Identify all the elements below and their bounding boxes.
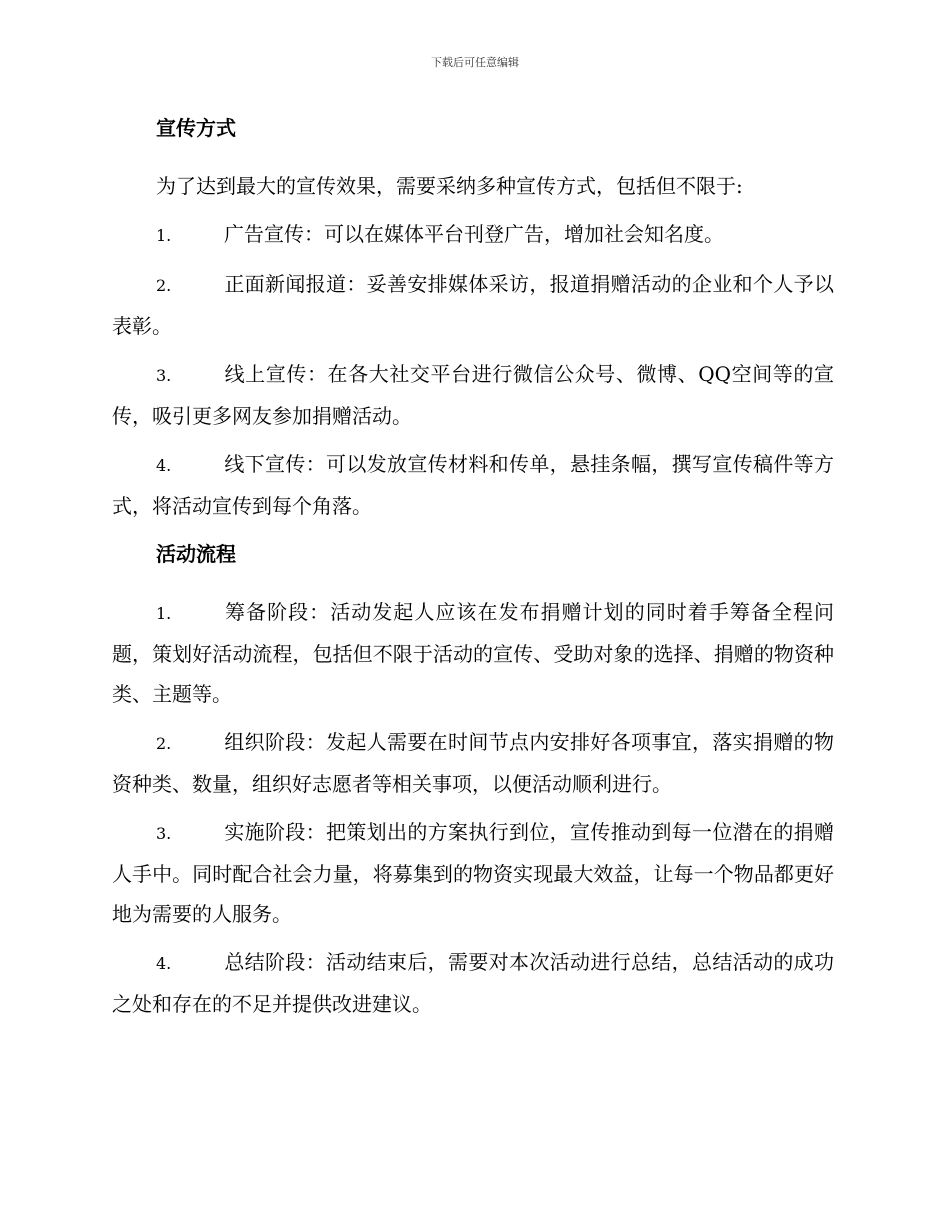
section-process [112, 538, 834, 1024]
list-item [112, 592, 834, 714]
list-item [112, 264, 834, 346]
list-number: 3. [156, 824, 172, 843]
list-item [112, 942, 834, 1024]
list-item [112, 444, 834, 526]
list-text: 实施阶段：把策划出的方案执行到位，宣传推动到每一位潜在的捐赠人手中。同时配合社会力量，将募集到的物资实现最大效益，让每一个物品都更好地为需要的人服务。 [112, 820, 834, 926]
list-text: 正面新闻报道：妥善安排媒体采访，报道捐赠活动的企业和个人予以表彰。 [112, 272, 834, 338]
section-intro: 为了达到最大的宣传效果，需要采纳多种宣传方式，包括但不限于: [156, 174, 743, 198]
list-item [112, 214, 834, 256]
list-item [112, 722, 834, 804]
list-text: 广告宣传：可以在媒体平台刊登广告，增加社会知名度。 [224, 222, 724, 246]
list-number: 4. [156, 456, 172, 475]
list-text: 组织阶段：发起人需要在时间节点内安排好各项事宜，落实捐赠的物资种类、数量，组织好志愿者等相关事项，以便活动顺利进行。 [112, 730, 834, 796]
section-title: 宣传方式 [156, 116, 236, 140]
list-number: 2. [156, 276, 172, 295]
document-body [112, 112, 834, 1032]
list-text: 总结阶段：活动结束后，需要对本次活动进行总结，总结活动的成功之处和存在的不足并提供改进建议。 [112, 950, 834, 1016]
list-text: 筹备阶段：活动发起人应该在发布捐赠计划的同时着手筹备全程问题，策划好活动流程，包括但不限于活动的宣传、受助对象的选择、捐赠的物资种类、主题等。 [112, 600, 834, 706]
section-publicity [112, 112, 834, 526]
list-number: 3. [156, 366, 172, 385]
list-text: 线上宣传：在各大社交平台进行微信公众号、微博、QQ空间等的宣传，吸引更多网友参加捐赠活动。 [112, 362, 834, 428]
header-note: 下载后可任意编辑 [431, 56, 519, 69]
section-title: 活动流程 [156, 542, 236, 566]
list-number: 4. [156, 954, 172, 973]
list-number: 2. [156, 734, 172, 753]
list-item [112, 812, 834, 934]
list-item [112, 354, 834, 436]
list-number: 1. [156, 226, 172, 245]
list-text: 线下宣传：可以发放宣传材料和传单，悬挂条幅，撰写宣传稿件等方式，将活动宣传到每个角落。 [112, 452, 834, 518]
list-number: 1. [156, 604, 172, 623]
